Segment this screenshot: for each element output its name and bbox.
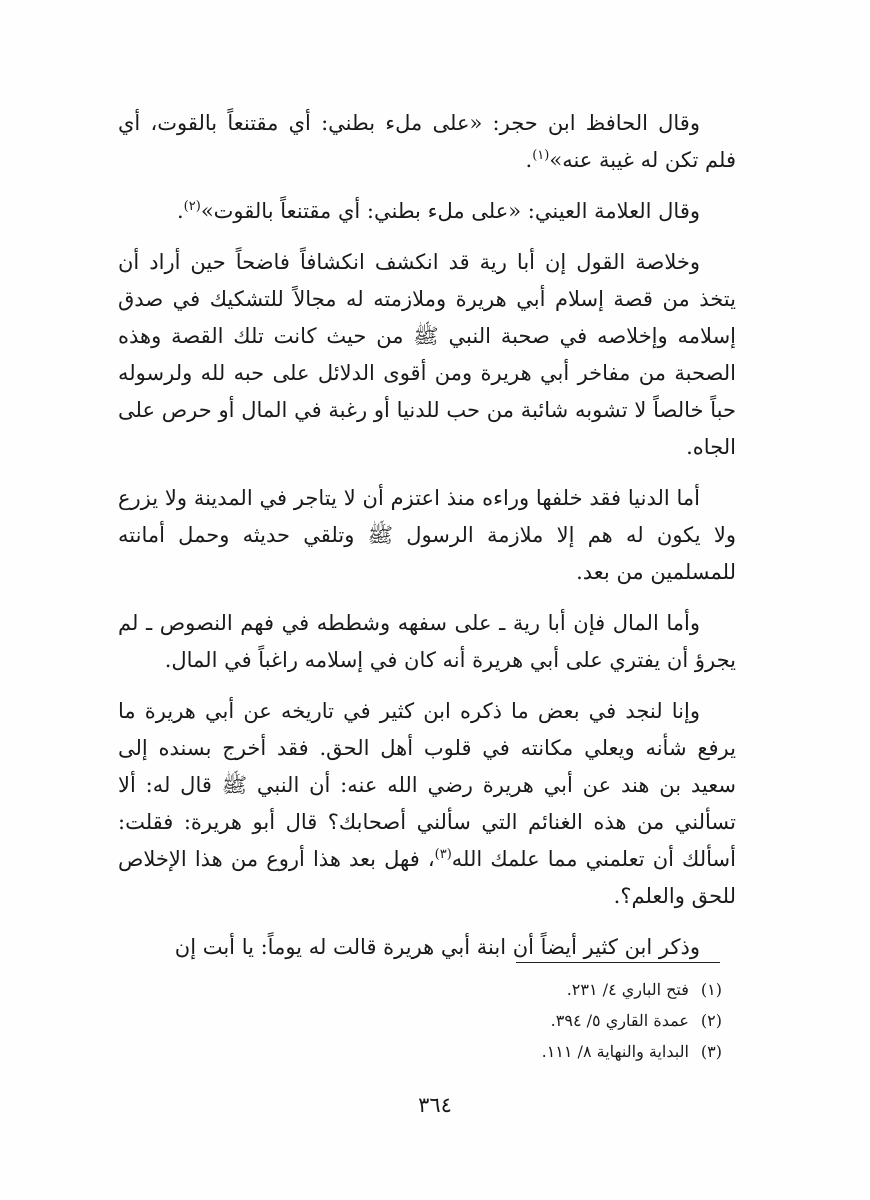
page-number: ٣٦٤ bbox=[418, 1093, 452, 1117]
footnotes bbox=[400, 974, 722, 1067]
footnote-item bbox=[400, 1005, 722, 1036]
paragraph-worldly-life: أما الدنيا فقد خلفها وراءه منذ اعتزم أن لا يتاجر في المدينة ولا يزرع ولا يكون له هم إلا ملازمة الرسول ﷺ وتلقي حديثه وحمل أمانته للمسلمين من بعد. bbox=[118, 486, 736, 584]
main-text bbox=[118, 105, 736, 980]
paragraph-al-ayni: وقال العلامة العيني: «على ملء بطني: أي مقتنعاً بالقوت»$^{(٢)}$. bbox=[176, 199, 700, 223]
footnote-text: فتح الباري ٤/ ٢٣١. bbox=[566, 980, 689, 999]
footnote-item bbox=[400, 974, 722, 1005]
paragraph-wealth: وأما المال فإن أبا رية ـ على سفهه وشططه في فهم النصوص ـ لم يجرؤ أن يفتري على أبي هريرة أنه كان في إسلامه راغباً في المال. bbox=[118, 611, 736, 672]
paragraph-daughter: وذكر ابن كثير أيضاً أن ابنة أبي هريرة قالت له يوماً: يا أبت إن bbox=[174, 935, 700, 959]
footnote-number: (٢) bbox=[700, 1011, 722, 1030]
footnote-number: (٣) bbox=[700, 1042, 722, 1061]
footnote-item bbox=[400, 1036, 722, 1067]
paragraph-conclusion: وخلاصة القول إن أبا رية قد انكشف انكشافاً فاضحاً حين أراد أن يتخذ من قصة إسلام أبي هريرة وملازمته له مجالاً للتشكيك في صدق إسلامه وإخلاصه في صحبة النبي ﷺ من حيث كانت تلك القصة وهذه الصحبة من مفاخر أبي هريرة ومن أقوى الدلائل على حبه لله ولرسوله حباً خالصاً لا تشوبه شائبة من حب للدنيا أو رغبة في المال أو حرص على الجاه. bbox=[118, 250, 736, 459]
footnote-divider bbox=[516, 962, 720, 963]
paragraph-ibn-hajar: وقال الحافظ ابن حجر: «على ملء بطني: أي مقتنعاً بالقوت، أي فلم تكن له غيبة عنه»$^{(١)}$. bbox=[118, 111, 736, 172]
footnote-ref-2[interactable]: (٢) bbox=[183, 199, 201, 214]
footnote-text: البداية والنهاية ٨/ ١١١. bbox=[541, 1042, 689, 1061]
footnote-ref-1[interactable]: (١) bbox=[532, 148, 550, 163]
footnote-text: عمدة القاري ٥/ ٣٩٤. bbox=[550, 1011, 689, 1030]
footnote-ref-3[interactable]: (٣) bbox=[434, 847, 452, 862]
footnote-number: (١) bbox=[700, 980, 722, 999]
paragraph-ibn-kathir: وإنا لنجد في بعض ما ذكره ابن كثير في تاريخه عن أبي هريرة ما يرفع شأنه ويعلي مكانته في قلوب أهل الحق. فقد أخرج بسنده إلى سعيد بن هند عن أبي هريرة رضي الله عنه: أن النبي ﷺ قال له: ألا تسألني من هذه الغنائم التي سألني أصحابك؟ قال أبو هريرة: فقلت: أسألك أن تعلمني مما علمك الله$^{(٣)}$، فهل بعد هذا أروع من هذا الإخلاص للحق والعلم؟. bbox=[118, 699, 736, 908]
